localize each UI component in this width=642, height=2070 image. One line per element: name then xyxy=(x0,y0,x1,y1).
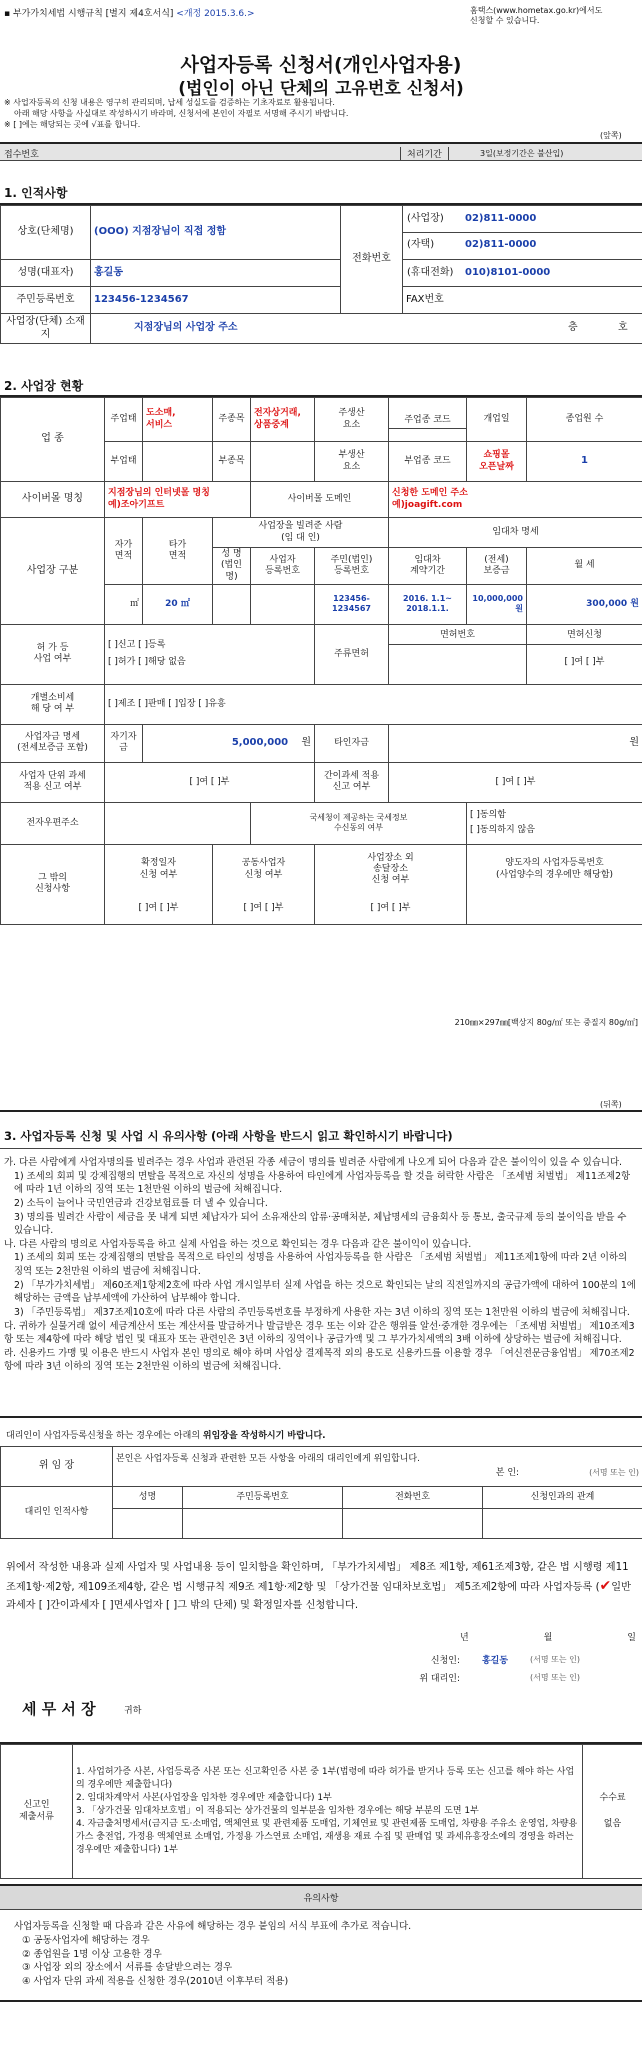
section-3-rule xyxy=(0,1148,642,1149)
proxy-intro-text: 대리인이 사업자등록신청을 하는 경우에는 아래의 xyxy=(6,1431,203,1441)
cyber-domain-value[interactable]: 신청한 도메인 주소 예)joagift.com xyxy=(389,482,642,518)
bottom-rule xyxy=(0,2000,642,2002)
section-3-title: 3. 사업자등록 신청 및 사업 시 유의사항 (아래 사항을 반드시 읽고 확인하시기 바랍니다) xyxy=(4,1129,453,1143)
applicant-sign-note[interactable]: (서명 또는 인) xyxy=(530,1654,580,1664)
mail-address-label: 사업장소 외 송달장소 신청 여부 xyxy=(315,844,467,894)
transferor-label: 양도자의 사업자등록번호 (사업양수의 경우에만 해당함) xyxy=(467,844,642,894)
sub-item-label: 부종목 xyxy=(213,442,251,482)
sub-type-value[interactable] xyxy=(143,442,213,482)
cyber-name-label: 사이버몰 명칭 xyxy=(1,482,105,518)
declaration-text-2: 일반과세자 [ ]간이과세자 [ ]면세사업자 [ ]그 밖의 단체) 및 확정일자를 신청합니다. xyxy=(6,1581,631,1611)
caution-na: 나. 다른 사람의 명의로 사업자등록을 하고 실제 사업을 하는 것으로 확인되는 경우 다음과 같은 불이익이 있습니다. xyxy=(4,1238,472,1250)
agent-rrn-value[interactable] xyxy=(183,1509,343,1539)
agent-relation-value[interactable] xyxy=(483,1509,642,1539)
section-2-title: 2. 사업장 현황 xyxy=(4,379,84,393)
fee-cell xyxy=(583,1745,642,1879)
receipt-bar xyxy=(0,142,642,161)
agent-sign-label: 위 대리인: xyxy=(419,1673,460,1684)
industry-label: 업 종 xyxy=(1,398,105,482)
lender-brn-label: 사업자 등록번호 xyxy=(251,548,315,585)
rrn-value[interactable]: 123456-1234567 xyxy=(91,287,341,314)
caution-intro: 사업자등록을 신청할 때 다음과 같은 사유에 해당하는 경우 붙임의 서식 부표에 추가로 적습니다. xyxy=(14,1921,412,1932)
site-class-label: 사업장 구분 xyxy=(1,518,105,625)
nts-agree-option[interactable]: [ ]동의함 xyxy=(470,810,506,820)
caution-na-2: 2) 「부가가치세법」 제60조제1항제2호에 따라 사업 개시일부터 실제 사업을 하는 것으로 확인되는 날의 직전일까지의 공급가액에 대하여 100분의 1에 해당하는 금액을 납부세액에 가산하여 납부해야 합니다. xyxy=(14,1279,636,1305)
caution-na-3: 3) 「주민등록법」 제37조제10호에 따라 다른 사람의 주민등록번호를 부정하게 사용한 자는 3년 이하의 징역 또는 1천만원 이하의 벌금에 처해집니다. xyxy=(14,1306,630,1318)
phone-label: 전화번호 xyxy=(341,206,403,314)
caution-ra: 라. 신용카드 가맹 및 이용은 반드시 사업자 본인 명의로 해야 하며 사업상 결제목적 외의 용도로 신용카드를 이용할 경우 「여신전문금융업법」 제70조제2항에 따라 3년 이하의 징역 또는 2천만원 이하의 벌금에 처해집니다. xyxy=(4,1347,635,1373)
main-code-label: 주업종 코드 xyxy=(389,411,466,429)
open-date-label: 개업일 xyxy=(467,398,527,442)
address-cell xyxy=(91,314,642,344)
open-date-value[interactable]: 쇼핑몰 오픈날짜 xyxy=(467,442,527,482)
caution-item-3: ③ 사업장 외의 장소에서 서류를 송달받으려는 경우 xyxy=(22,1962,233,1974)
deposit-value[interactable]: 10,000,000원 xyxy=(467,584,527,624)
rrn-label: 주민등록번호 xyxy=(1,287,91,314)
attachments-table xyxy=(0,1744,642,1879)
employees-label: 종업원 수 xyxy=(527,398,642,442)
simple-tax-options[interactable]: [ ]여 [ ]부 xyxy=(389,762,642,802)
other-funds-label: 타인자금 xyxy=(315,724,389,762)
declaration-text-1: 위에서 작성한 내용과 실제 사업자 및 사업내용 등이 일치함을 확인하며, 「부가가치세법」 제8조 제1항, 제61조제3항, 같은 법 시행령 제11조제1항·제2항, 제109조제4항, 같은 법 시행규칙 제9조 제1항·제2항 및 「상가건물 임대차보호법」 제5조제2항에 따라 사업자등록 ( xyxy=(6,1562,629,1593)
caution-ga: 가. 다른 사람에게 사업자명의를 빌려주는 경우 사업과 관련된 각종 세금이 명의를 빌려준 사람에게 나오게 되어 다음과 같은 불이익이 있을 수 있습니다. xyxy=(4,1157,622,1168)
own-funds-unit: 원 xyxy=(301,737,311,748)
principal-label: 본 인: xyxy=(495,1467,520,1478)
amended-date: <개정 2015.3.6.> xyxy=(176,9,255,19)
caution-da: 다. 귀하가 실물거래 없이 세금계산서 또는 계산서를 발급하거나 발급받은 경우 또는 이와 같은 행위를 알선·중개한 경우에는 「조세범 처벌법」 제10조제3항 또는 제4항에 따라 해당 법인 및 대표자 또는 관련인은 3년 이하의 징역이나 공급가액 및 그 부가가치세액의 3배 이하에 상당하는 벌금에 처해집니다. xyxy=(4,1320,635,1346)
agent-info-label: 대리인 인적사항 xyxy=(1,1487,113,1539)
permit-options[interactable] xyxy=(105,624,315,684)
transferor-value[interactable] xyxy=(467,894,642,924)
excise-options[interactable]: [ ]제조 [ ]판매 [ ]입장 [ ]유흥 xyxy=(105,684,642,724)
processing-period-label: 처리기간 xyxy=(400,147,449,160)
main-type-label: 주업태 xyxy=(105,398,143,442)
section-3-top-rule xyxy=(0,1110,642,1112)
year-label: 년 xyxy=(460,1633,469,1643)
date-line xyxy=(460,1630,636,1643)
agent-rrn-header: 주민등록번호 xyxy=(183,1487,343,1509)
floor-label: 층 xyxy=(568,322,578,334)
deposit-label: (전세) 보증금 xyxy=(467,548,527,585)
instruction-1b: 아래 해당 사항을 사실대로 작성하시기 바라며, 신청서에 본인이 자필로 서명해 주시기 바랍니다. xyxy=(14,108,349,118)
fax-cell xyxy=(403,287,642,314)
joint-business-label: 공동사업자 신청 여부 xyxy=(213,844,315,894)
caution-ga-2: 2) 소득이 늘어나 국민연금과 건강보험료를 더 낼 수 있습니다. xyxy=(14,1197,268,1209)
home-phone-label: (자택) xyxy=(407,239,435,251)
other-funds-value[interactable]: 원 xyxy=(389,724,642,762)
attachments-list xyxy=(73,1745,583,1879)
proxy-table xyxy=(0,1446,642,1539)
proxy-intro-bold: 위임장을 작성하시기 바랍니다. xyxy=(202,1431,326,1441)
sub-production-label: 부생산 요소 xyxy=(315,442,389,482)
cyber-name-value[interactable]: 지점장님의 인터넷몰 명칭 예)조아기프트 xyxy=(105,482,251,518)
main-production-label: 주생산 요소 xyxy=(315,398,389,442)
confirm-date-options[interactable]: [ ]여 [ ]부 xyxy=(105,894,213,924)
day-label: 일 xyxy=(627,1633,636,1643)
attachment-2: 2. 임대차계약서 사본(사업장을 임차한 경우에만 제출합니다) 1부 xyxy=(76,1792,332,1803)
lender-name-label: 성 명 (법인명) xyxy=(213,548,251,585)
fee-value: 없음 xyxy=(603,1818,622,1829)
own-funds-cell xyxy=(143,724,315,762)
employees-value[interactable]: 1 xyxy=(527,442,642,482)
license-number-label: 면허번호 xyxy=(389,625,526,645)
form-subtitle: (법인이 아닌 단체의 고유번호 신청서) xyxy=(178,79,464,99)
nts-info-label: 국세청이 제공하는 국세정보 수신동의 여부 xyxy=(251,802,467,844)
license-number-cell xyxy=(389,624,527,684)
attachments-label: 신고인 제출서류 xyxy=(1,1745,73,1879)
caution-ga-3: 3) 명의를 빌려간 사람이 세금을 못 내게 되면 체납자가 되어 소유재산의 압류·공매처분, 체납명세의 금융회사 등 통보, 출국규제 등의 불이익을 받을 수 있습니다. xyxy=(14,1211,627,1237)
email-label: 전자우편주소 xyxy=(1,802,105,844)
caution-header: 유의사항 xyxy=(0,1884,642,1910)
other-area-label: 타가 면적 xyxy=(143,518,213,585)
monthly-rent-label: 월 세 xyxy=(527,548,642,585)
caution-item-4: ④ 사업자 단위 과세 적용을 신청한 경우(2010년 이후부터 적용) xyxy=(22,1976,289,1988)
address-value[interactable]: 지점장님의 사업장 주소 xyxy=(134,322,238,334)
attachment-4: 4. 자금출처명세서(금지금 도·소매업, 액체연료 및 관련제품 도매업, 기체연료 및 관련제품 도매업, 차량용 주유소 운영업, 차량용 가스 충전업, 가정용 액체연료 소매업, 가정용 가스연료 소매업, 재생용 재료 수집 및 판매업 및 과세유흥장소에의 경영을 하려는 경우에만 제출합니다) 1부 xyxy=(76,1819,578,1856)
lender-rrn-value[interactable]: 123456- 1234567 xyxy=(315,584,389,624)
unit-tax-label: 사업자 단위 과세 적용 신고 여부 xyxy=(1,762,105,802)
home-phone-value[interactable]: 02)811-0000 xyxy=(465,239,537,251)
ho-label: 호 xyxy=(618,322,628,334)
delegation-cell xyxy=(113,1447,642,1487)
caution-item-1: ① 공동사업자에 해당하는 경우 xyxy=(22,1934,150,1946)
agent-name-header: 성명 xyxy=(113,1487,183,1509)
joint-business-options[interactable]: [ ]여 [ ]부 xyxy=(213,894,315,924)
lease-label: 임대차 명세 xyxy=(389,518,642,548)
own-funds-value[interactable]: 5,000,000 xyxy=(231,737,289,748)
main-code-cell xyxy=(389,398,467,442)
other-area-value[interactable]: 20 ㎡ xyxy=(143,584,213,624)
applicant-value[interactable]: 홍길동 xyxy=(481,1655,509,1666)
lender-brn-value[interactable] xyxy=(251,584,315,624)
funds-label: 사업자금 명세 (전세보증금 포함) xyxy=(1,724,105,762)
other-requests-label: 그 밖의 신청사항 xyxy=(1,844,105,924)
law-reference: ▪ 부가가치세법 시행규칙 [별지 제4호서식] xyxy=(4,9,174,19)
principal-sign-note[interactable]: (서명 또는 인) xyxy=(589,1467,640,1477)
permit-label: 허 가 등 사업 여부 xyxy=(1,624,105,684)
fee-label: 수수료 xyxy=(599,1793,626,1804)
caution-na-1: 1) 조세의 회피 또는 강제집행의 면탈을 목적으로 타인의 성명을 사용하여 사업자등록을 한 사람은 「조세범 처벌법」 제11조제1항에 따라 2년 이하의 징역 또는 2천만원 이하의 벌금에 처해집니다. xyxy=(14,1252,628,1277)
caution-ga-1: 1) 조세의 회피 및 강제집행의 면탈을 목적으로 자신의 성명을 사용하여 타인에게 사업자등록을 할 것을 허락한 사람은 「조세범 처벌법」 제11조제2항에 따라 1년 이하의 징역 또는 1천만원 이하의 벌금에 처해집니다. xyxy=(14,1170,631,1196)
lender-label: 사업장을 빌려준 사람 (임 대 인) xyxy=(213,518,389,548)
cautions-body xyxy=(4,1156,636,1374)
sub-code-label: 부업종 코드 xyxy=(389,442,467,482)
section-1-title: 1. 인적사항 xyxy=(4,186,68,200)
name-label: 성명(대표자) xyxy=(1,260,91,287)
permit-options-2[interactable]: [ ]허가 [ ]해당 없음 xyxy=(108,657,186,668)
monthly-rent-value[interactable]: 300,000 원 xyxy=(527,584,642,624)
agent-sign-note[interactable]: (서명 또는 인) xyxy=(530,1672,580,1682)
attachment-3: 3. 「상가건물 임대차보호법」이 적용되는 상가건물의 일부분을 임차한 경우에는 해당 부분의 도면 1부 xyxy=(76,1805,479,1816)
license-apply-options[interactable]: [ ]여 [ ]부 xyxy=(564,656,605,667)
license-apply-cell xyxy=(527,624,642,684)
agent-name-value[interactable] xyxy=(113,1509,183,1539)
back-side-label: (뒤쪽) xyxy=(600,1100,622,1109)
sub-type-label: 부업태 xyxy=(105,442,143,482)
main-item-label: 주종목 xyxy=(213,398,251,442)
paper-spec: 210㎜×297㎜[백상지 80g/㎡ 또는 중질지 80g/㎡] xyxy=(454,1018,638,1027)
month-label: 월 xyxy=(543,1633,553,1643)
mail-address-options[interactable]: [ ]여 [ ]부 xyxy=(315,894,467,924)
proxy-intro xyxy=(6,1428,326,1441)
hometax-note: 홈택스(www.hometax.go.kr)에서도 신청할 수 있습니다. xyxy=(470,6,603,26)
personal-info-table xyxy=(0,205,642,344)
license-apply-label: 면허신청 xyxy=(527,625,642,645)
declaration xyxy=(6,1560,636,1613)
caution-item-2: ② 종업원을 1명 이상 고용한 경우 xyxy=(22,1948,162,1960)
delegation-text: 본인은 사업자등록 신청과 관련한 모든 사항을 아래의 대리인에게 위임합니다. xyxy=(116,1454,420,1465)
form-header xyxy=(4,6,364,19)
lender-name-value[interactable] xyxy=(213,584,251,624)
check-mark-icon[interactable]: ✔ xyxy=(599,1577,612,1594)
trade-name-label: 상호(단체명) xyxy=(1,206,91,260)
trade-name-value[interactable]: (OOO) 지점장님이 직접 정함 xyxy=(91,206,341,260)
caution-body xyxy=(14,1920,634,1989)
attachment-1: 1. 사업허가증 사본, 사업등록증 사본 또는 신고확인증 사본 중 1부(법령에 따라 허가를 받거나 등록 또는 신고를 해야 하는 사업의 경우에만 제출합니다) xyxy=(76,1766,575,1790)
applicant-label: 신청인: xyxy=(430,1655,460,1666)
main-item-value[interactable]: 전자상거래, 상품중계 xyxy=(251,398,315,442)
mobile-cell xyxy=(403,260,642,287)
biz-phone-label: (사업장) xyxy=(407,212,444,224)
own-area-value[interactable]: ㎡ xyxy=(105,584,143,624)
excise-label: 개별소비세 해 당 여 부 xyxy=(1,684,105,724)
email-value[interactable] xyxy=(105,802,251,844)
mobile-value[interactable]: 010)8101-0000 xyxy=(465,266,551,278)
sub-item-value[interactable] xyxy=(251,442,315,482)
name-value[interactable]: 홍길동 xyxy=(91,260,341,287)
address-label: 사업장(단체) 소재지 xyxy=(1,314,91,344)
receipt-number-label: 접수번호 xyxy=(4,150,39,160)
mobile-label: (휴대전화) xyxy=(407,266,454,278)
unit-tax-options[interactable]: [ ]여 [ ]부 xyxy=(105,762,315,802)
nts-info-options[interactable] xyxy=(467,802,642,844)
own-area-label: 자가 면적 xyxy=(105,518,143,585)
main-type-value[interactable]: 도소매, 서비스 xyxy=(143,398,213,442)
own-funds-label: 자기자금 xyxy=(105,724,143,762)
lender-rrn-label: 주민(법인) 등록번호 xyxy=(315,548,389,585)
biz-phone-value[interactable]: 02)811-0000 xyxy=(465,212,537,224)
business-status-table xyxy=(0,397,642,925)
instructions xyxy=(4,98,638,130)
proxy-rule xyxy=(0,1416,642,1418)
signatures xyxy=(360,1650,640,1686)
tax-office-label: 세 무 서 장 xyxy=(22,1700,96,1718)
front-side-label: (앞쪽) xyxy=(600,131,622,140)
instruction-2: ※ [ ]에는 해당되는 곳에 √표를 합니다. xyxy=(4,119,141,129)
biz-phone-cell xyxy=(403,206,642,260)
tax-office-honorific: 귀하 xyxy=(124,1706,142,1716)
liquor-license-label: 주류면허 xyxy=(315,624,389,684)
agent-relation-header: 신청인과의 관계 xyxy=(483,1487,642,1509)
form-title: 사업자등록 신청서(개인사업자용) xyxy=(180,54,462,76)
instruction-1: ※ 사업자등록의 신청 내용은 영구히 관리되며, 납세 성실도를 검증하는 기초자료로 활용됩니다. xyxy=(4,98,335,107)
agent-phone-value[interactable] xyxy=(343,1509,483,1539)
lease-period-value[interactable]: 2016. 1.1~ 2018.1.1. xyxy=(389,584,467,624)
processing-period-value: 3일(보정기간은 불산입) xyxy=(480,149,564,158)
cyber-domain-label: 사이버몰 도메인 xyxy=(251,482,389,518)
permit-options-1[interactable]: [ ]신고 [ ]등록 xyxy=(108,640,166,650)
agent-phone-header: 전화번호 xyxy=(343,1487,483,1509)
fax-label: FAX번호 xyxy=(406,293,444,305)
lease-period-label: 임대차 계약기간 xyxy=(389,548,467,585)
confirm-date-label: 확정일자 신청 여부 xyxy=(105,844,213,894)
nts-disagree-option[interactable]: [ ]동의하지 않음 xyxy=(470,825,535,836)
simple-tax-label: 간이과세 적용 신고 여부 xyxy=(315,762,389,802)
delegation-label: 위 임 장 xyxy=(1,1447,113,1487)
